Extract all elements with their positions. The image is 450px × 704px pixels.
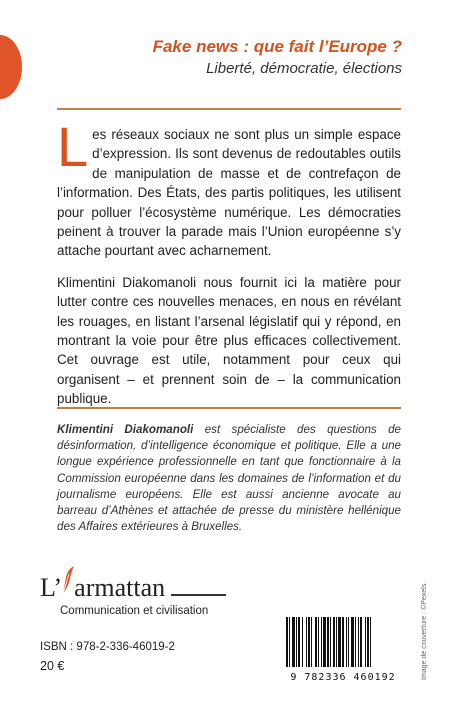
barcode-bar	[336, 617, 337, 667]
isbn: ISBN : 978-2-336-46019-2	[40, 641, 175, 653]
author-name: Klimentini Diakomanoli	[57, 423, 194, 436]
blurb	[57, 115, 401, 421]
barcode-bar	[292, 617, 295, 667]
book-title	[153, 37, 402, 57]
publisher-block	[40, 565, 280, 617]
book-subtitle: Liberté, démocratie, élections	[206, 60, 402, 77]
barcode-bar	[367, 617, 369, 667]
barcode-digits: 9 782336 460192	[290, 672, 396, 683]
barcode-bar	[338, 617, 341, 667]
barcode-bar	[289, 617, 290, 667]
barcode-bar	[333, 617, 335, 667]
collection-name: Communication et civilisation	[60, 605, 209, 617]
barcode-bar	[321, 617, 322, 667]
price: 20 €	[40, 659, 65, 673]
barcode-bar	[355, 617, 356, 667]
publisher-logo-rest: armattan	[74, 573, 166, 602]
publisher-logo-l: L’	[40, 573, 63, 602]
publisher-logo	[40, 565, 280, 603]
barcode-bar	[298, 617, 300, 667]
barcode-bar	[302, 617, 303, 667]
barcode-bar	[342, 617, 344, 667]
barcode-bar	[370, 617, 371, 667]
accent-half-circle	[0, 35, 22, 99]
barcode-bar	[358, 617, 359, 667]
blurb-paragraph-1	[57, 115, 401, 261]
author-bio	[57, 422, 401, 535]
publisher-logo-rule	[171, 594, 226, 596]
barcode-bars	[282, 615, 404, 671]
drop-cap: L	[57, 115, 89, 178]
barcode-bar	[348, 617, 349, 667]
divider-middle	[57, 407, 401, 409]
barcode-bar	[365, 617, 366, 667]
barcode-bar	[315, 617, 317, 667]
title-part-2: : que fait l’Europe ?	[238, 37, 402, 56]
blurb-paragraph-2: Klimentini Diakomanoli nous fournit ici la matière pour lutter contre ces nouvelles menaces, en nous en révélant les rouages, en listant l’arsenal législatif qui y répond, en montrant la voie pour être plus efficaces collectivement. Cet ouvrage est utile, notamment pour ceux qui organisent – et prennent soin de – la communication publique.	[57, 274, 401, 407]
author-bio-text: est spécialiste des questions de désinformation, d’intelligence économique et politique. Elle a une longue expérience professionnelle en tant que fonctionnaire à la Commission européenne dans les domaines de l’information et du journalisme européens. Elle est aussi ancienne avocate au barreau d’Athènes et attachée de presse du ministère hellénique des Affaires extérieures à Bruxelles.	[57, 423, 401, 534]
barcode-bar	[330, 617, 331, 667]
barcode-bar	[346, 617, 347, 667]
barcode-bar	[286, 617, 288, 667]
divider-top	[57, 108, 401, 110]
barcode-bar	[360, 617, 362, 667]
barcode-bar	[351, 617, 354, 667]
blurb-paragraph-1-text: es réseaux sociaux ne sont plus un simple espace d’expression. Ils sont devenus de redoutables outils de manipulation de masse et de contrefaçon de l’information. Des États, des partis politiques, les utilisent pour polluer l’écosystème numérique. Les démocraties peinent à trouver la parade mais l’Union européenne s’y attache pourtant avec acharnement.	[57, 127, 401, 259]
barcode-bar	[318, 617, 319, 667]
barcode-bar	[306, 617, 307, 667]
barcode	[282, 615, 404, 683]
barcode-bar	[323, 617, 326, 667]
barcode-bar	[308, 617, 310, 667]
cover-image-credit: Image de couverture : ©Pexels.	[421, 581, 428, 680]
title-part-1: Fake news	[152, 37, 239, 56]
barcode-bar	[296, 617, 297, 667]
barcode-bar	[327, 617, 329, 667]
barcode-bar	[311, 617, 312, 667]
